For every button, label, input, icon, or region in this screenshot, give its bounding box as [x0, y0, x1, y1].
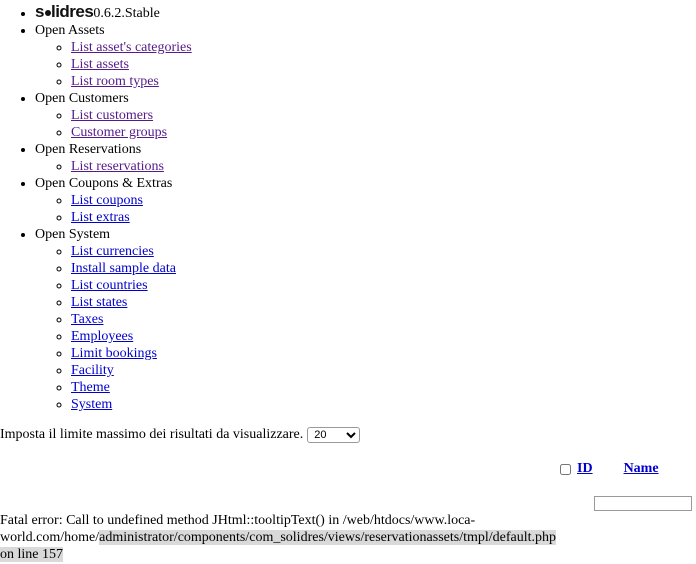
submenu-link[interactable]: List customers	[71, 108, 154, 123]
menu-group-title: Open Customers	[35, 91, 129, 106]
submenu	[35, 107, 192, 141]
submenu-item	[71, 362, 192, 379]
submenu-item	[71, 311, 192, 328]
submenu-item	[71, 345, 192, 362]
submenu-link[interactable]: List room types	[71, 74, 159, 89]
sort-name-link[interactable]: Name	[623, 461, 659, 476]
table-header	[560, 461, 659, 477]
submenu-item	[71, 396, 192, 413]
submenu-item	[71, 294, 192, 311]
menu-group-title: Open System	[35, 227, 111, 242]
error-line-number: on line 157	[0, 547, 63, 562]
submenu-link[interactable]: List countries	[71, 278, 148, 293]
submenu-link[interactable]: List asset's categories	[71, 40, 192, 55]
brand	[35, 3, 160, 22]
error-line-2	[0, 529, 570, 546]
submenu-item	[71, 260, 192, 277]
submenu-link[interactable]: Limit bookings	[71, 346, 157, 361]
submenu-item	[71, 277, 192, 294]
submenu-link[interactable]: List currencies	[71, 244, 154, 259]
submenu-link[interactable]: Customer groups	[71, 125, 168, 140]
menu-group	[35, 141, 192, 175]
version-label: 0.6.2.Stable	[93, 6, 160, 21]
solidres-logo: • s lidres	[35, 2, 94, 21]
submenu-item	[71, 56, 192, 73]
error-line-3	[0, 546, 570, 563]
sort-id-link[interactable]: ID	[577, 461, 593, 476]
submenu-link[interactable]: List reservations	[71, 159, 164, 174]
menu-group	[35, 175, 192, 226]
submenu-link[interactable]: Theme	[71, 380, 110, 395]
submenu-link[interactable]: Taxes	[71, 312, 104, 327]
limit-row	[0, 427, 360, 443]
select-all-checkbox[interactable]	[560, 464, 571, 475]
submenu-item	[71, 73, 192, 90]
fatal-error-message	[0, 512, 570, 563]
submenu-item	[71, 243, 192, 260]
submenu-item	[71, 328, 192, 345]
submenu	[35, 192, 192, 226]
limit-label: Imposta il limite massimo dei risultati da visualizzare.	[0, 427, 304, 442]
submenu-link[interactable]: Facility	[71, 363, 114, 378]
submenu-item	[71, 124, 192, 141]
error-line-1: Fatal error: Call to undefined method JHtml::tooltipText() in /web/htdocs/www.loca-	[0, 513, 476, 528]
submenu-link[interactable]: List coupons	[71, 193, 143, 208]
logo-dot-icon	[45, 10, 51, 16]
submenu	[35, 158, 192, 175]
menu-group	[35, 226, 192, 413]
name-filter-input[interactable]	[594, 496, 692, 511]
submenu	[35, 243, 192, 413]
menu-group	[35, 22, 192, 90]
submenu-item	[71, 209, 192, 226]
submenu-item	[71, 39, 192, 56]
menu-group-title: Open Assets	[35, 23, 105, 38]
brand-item	[35, 3, 192, 22]
menu-group	[35, 90, 192, 141]
submenu-item	[71, 158, 192, 175]
submenu-link[interactable]: List assets	[71, 57, 129, 72]
submenu	[35, 39, 192, 90]
error-path-highlight: administrator/components/com_solidres/views/reservationassets/tmpl/default.php	[99, 530, 557, 545]
menu-group-title: Open Reservations	[35, 142, 142, 157]
submenu-item	[71, 379, 192, 396]
submenu-link[interactable]: List states	[71, 295, 128, 310]
submenu-item	[71, 192, 192, 209]
submenu-link[interactable]: List extras	[71, 210, 130, 225]
submenu-link[interactable]: Employees	[71, 329, 134, 344]
submenu-link[interactable]: System	[71, 397, 113, 412]
submenu-link[interactable]: Install sample data	[71, 261, 176, 276]
menu-group-title: Open Coupons & Extras	[35, 176, 173, 191]
limit-select[interactable]	[307, 427, 360, 443]
error-path-prefix: world.com/home/	[0, 530, 100, 545]
submenu-item	[71, 107, 192, 124]
admin-menu	[0, 3, 192, 413]
